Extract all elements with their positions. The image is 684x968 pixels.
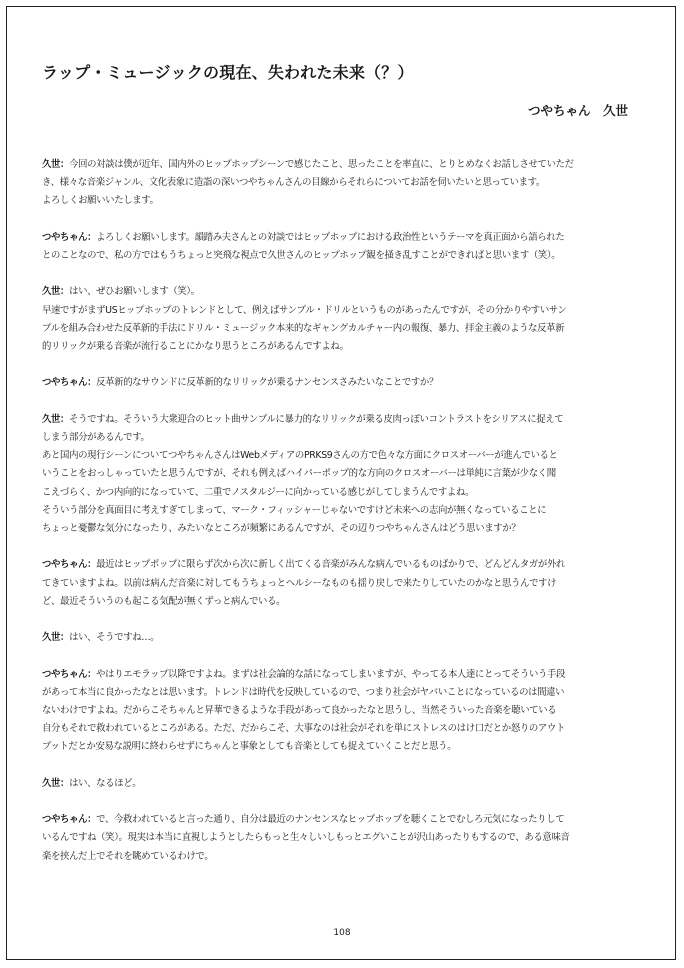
dialogue-paragraph [42, 156, 632, 211]
text-line: しまう部分があるんです。 [42, 431, 150, 443]
text-line: てきていますよね。以前は病んだ音楽に対してもうちょっとヘルシーなものも揺り戻しで来たりしていたのかなと思うんですけ [42, 577, 557, 589]
line-text: 最近はヒップポップに限らず次から次に新しく出てくる音楽がみんな病んでいるものばかりで、どんどんタガが外れ [96, 559, 565, 571]
line-text: 今回の対談は僕が近年、国内外のヒップホップシーンで感じたこと、思ったことを率直に、とりとめなくお話しさせていただ [69, 159, 574, 170]
text-line: こえづらく、かつ内向的になっていて、二重でノスタルジーに向かっている感じがしてしまうんですよね。 [42, 486, 475, 498]
dialogue-paragraph [42, 556, 632, 611]
line-text: はい、なるほど。 [69, 777, 142, 789]
text-line: ないわけですよね。だからこそちゃんと昇華できるような手段があって良かったなと思うし、当然そういった音楽を聴いている [42, 704, 557, 716]
speaker-label: 久世： [42, 286, 70, 298]
line-text: よろしくお願いします。韻踏み夫さんとの対談ではヒップホップにおける政治性というテーマを真正面から語られた [96, 231, 565, 243]
dialogue-paragraph [42, 374, 632, 392]
text-line [42, 629, 632, 647]
text-line [42, 775, 632, 793]
line-text: そうですね。そういう大衆迎合のヒット曲サンプルに暴力的なリリックが乗る皮肉っぽいコントラストをシリアスに捉えて [69, 413, 564, 425]
text-line: 楽を挟んだ上でそれを眺めているわけで。 [42, 850, 214, 862]
line-text: で、今救われていると言った通り、自分は最近のナンセンスなヒップホップを聴くことでむしろ元気になったりして [96, 814, 565, 826]
text-line: プットだとか安易な説明に終わらせずにちゃんと事象としても音楽としても捉えていくことだと思う。 [42, 741, 457, 753]
text-line: そういう部分を真面目に考えすぎてしまって、マーク・フィッシャーじゃないですけど未来への志向が無くなっていることに [42, 504, 547, 516]
text-line [42, 811, 632, 829]
text-line [42, 556, 632, 574]
dialogue-paragraph [42, 411, 632, 538]
speaker-label: つやちゃん： [42, 231, 97, 243]
speaker-label: つやちゃん： [42, 559, 97, 571]
line-text: 反革新的なサウンドに反革新的なリリックが乗るナンセンスさみたいなことですか？ [96, 377, 438, 389]
text-line [42, 283, 632, 301]
text-line: 早速ですがまずUSヒップホップのトレンドとして、例えばサンプル・ドリルというものがあったんですが、その分かりやすいサン [42, 304, 567, 316]
text-line: いうことをおっしゃっていたと思うんですが、それも例えばハイパーポップ的な方向のクロスオーバーは単純に言葉が少なく聞 [42, 468, 556, 480]
speaker-label: つやちゃん： [42, 668, 97, 680]
text-line [42, 229, 632, 247]
dialogue-paragraph [42, 811, 632, 866]
text-line: き、様々な音楽ジャンル、文化表象に造詣の深いつやちゃんさんの目線からそれらについてお話を伺いたいと思っています。 [42, 177, 545, 189]
speaker-label: 久世： [42, 632, 70, 644]
text-line: よろしくお願いいたします。 [42, 195, 159, 207]
text-line [42, 374, 632, 392]
speaker-label: 久世： [42, 413, 70, 425]
author-names: つやちゃん 久世 [527, 103, 628, 118]
text-line [42, 411, 632, 429]
text-line: いるんですね（笑）。現実は本当に直視しようとしたらもっと生々しいしもっとエグいことが沢山あったりもするので、ある意味音 [42, 832, 570, 844]
dialogue-paragraph [42, 775, 632, 793]
page-number: 108 [333, 928, 351, 938]
text-line: ちょっと憂鬱な気分になったり、みたいなところが頻繁にあるんですが、その辺りつやちゃんさんはどう思いますか？ [42, 523, 521, 534]
text-line [42, 156, 632, 174]
text-line: 的リリックが乗る音楽が流行ることにかなり思うところがあるんですよね。 [42, 341, 349, 352]
article-body [42, 156, 632, 884]
dialogue-paragraph [42, 629, 632, 647]
dialogue-paragraph [42, 283, 632, 356]
text-line: があって本当に良かったなとは思います。トレンドは時代を反映しているので、つまり社会がヤバいことになっているのは間違い [42, 686, 565, 698]
dialogue-paragraph [42, 666, 632, 757]
line-text: やはりエモラップ以降ですよね。まずは社会論的な話になってしまいますが、やってる本人達にとってそういう手段 [96, 668, 566, 680]
page-title: ラップ・ミュージックの現在、失われた未来（？） [42, 63, 414, 82]
dialogue-paragraph [42, 229, 632, 265]
speaker-label: つやちゃん： [42, 814, 97, 826]
line-text: はい、そうですね…。 [69, 632, 160, 644]
text-line: とのことなので、私の方ではもうちょっと突飛な視点で久世さんのヒップホップ観を掻き乱すことができればと思います（笑）。 [42, 250, 561, 261]
line-text: はい、ぜひお願いします（笑）。 [69, 286, 200, 298]
speaker-label: 久世： [42, 159, 70, 170]
text-line [42, 666, 632, 684]
text-line: プルを組み合わせた反革新的手法にドリル・ミュージック本来的なギャングカルチャー内の報復、暴力、拝金主義のような反革新 [42, 322, 565, 334]
text-line: ど、最近そういうのも起こる気配が無くずっと病んでいる。 [42, 595, 286, 607]
speaker-label: 久世： [42, 777, 70, 789]
text-line: あと国内の現行シーンについてつやちゃんさんはWebメディアのPRKS9さんの方で色々な方面にクロスオーバーが進んでいると [42, 450, 558, 462]
text-line: 自分もそれで救われているところがある。ただ、だからこそ、大事なのは社会がそれを単にストレスのはけ口だとか怒りのアウト [42, 723, 565, 735]
speaker-label: つやちゃん： [42, 377, 97, 389]
